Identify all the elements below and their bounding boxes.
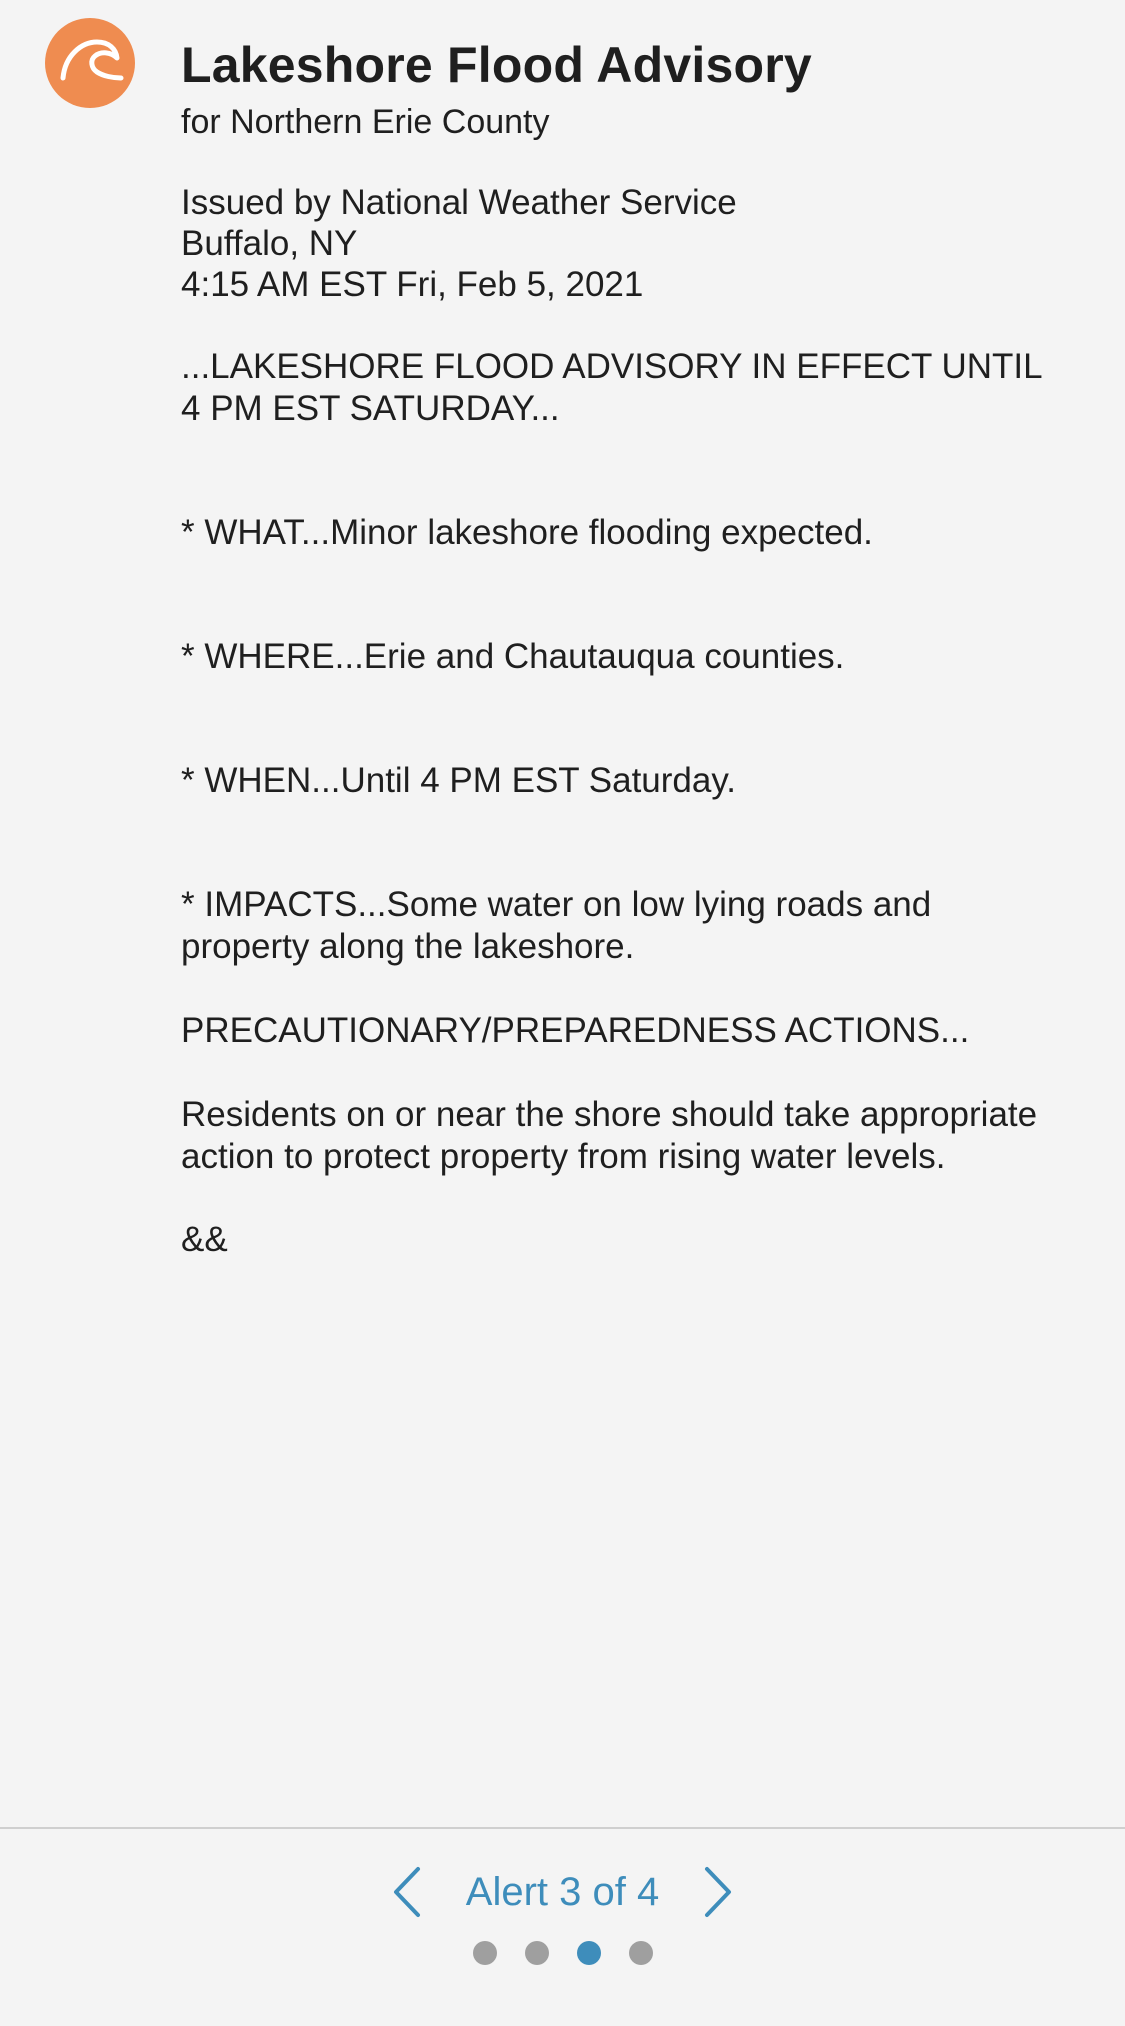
issued-info <box>181 182 1081 305</box>
pager-label: Alert 3 of 4 <box>465 1869 660 1914</box>
headline-line: ...LAKESHORE FLOOD ADVISORY IN EFFECT UNTIL <box>181 347 1043 386</box>
bullet-when: * WHEN...Until 4 PM EST Saturday. <box>181 761 736 800</box>
bullet-where: * WHERE...Erie and Chautauqua counties. <box>181 637 845 676</box>
page-dot[interactable] <box>473 1941 497 1965</box>
pager <box>0 1859 1125 1925</box>
bullet-impacts <box>181 884 1081 968</box>
impacts-line: property along the lakeshore. <box>181 927 635 966</box>
page-indicator <box>0 1941 1125 1965</box>
alert-title: Lakeshore Flood Advisory <box>181 37 812 93</box>
alert-content <box>181 30 1081 1261</box>
alert-subtitle: for Northern Erie County <box>181 103 550 141</box>
page-dot[interactable] <box>629 1941 653 1965</box>
prev-alert-button[interactable] <box>376 1862 436 1922</box>
wave-icon <box>45 18 135 108</box>
actions-line: action to protect property from rising water levels. <box>181 1137 946 1176</box>
page-dot[interactable] <box>525 1941 549 1965</box>
headline-line: 4 PM EST SATURDAY... <box>181 389 560 428</box>
actions-line: Residents on or near the shore should take appropriate <box>181 1095 1038 1134</box>
chevron-left-icon <box>388 1865 424 1919</box>
issued-time: 4:15 AM EST Fri, Feb 5, 2021 <box>181 265 644 304</box>
issued-location: Buffalo, NY <box>181 224 358 263</box>
page-dot[interactable] <box>577 1941 601 1965</box>
chevron-right-icon <box>701 1865 737 1919</box>
alert-terminator: && <box>181 1220 228 1259</box>
actions-body <box>181 1094 1081 1178</box>
alert-pager-footer <box>0 1827 1125 2026</box>
bullet-what: * WHAT...Minor lakeshore flooding expected. <box>181 513 873 552</box>
next-alert-button[interactable] <box>689 1862 749 1922</box>
alert-headline <box>181 346 1081 430</box>
actions-heading: PRECAUTIONARY/PREPAREDNESS ACTIONS... <box>181 1011 970 1050</box>
issued-by: Issued by National Weather Service <box>181 183 737 222</box>
impacts-line: * IMPACTS...Some water on low lying roads and <box>181 885 932 924</box>
